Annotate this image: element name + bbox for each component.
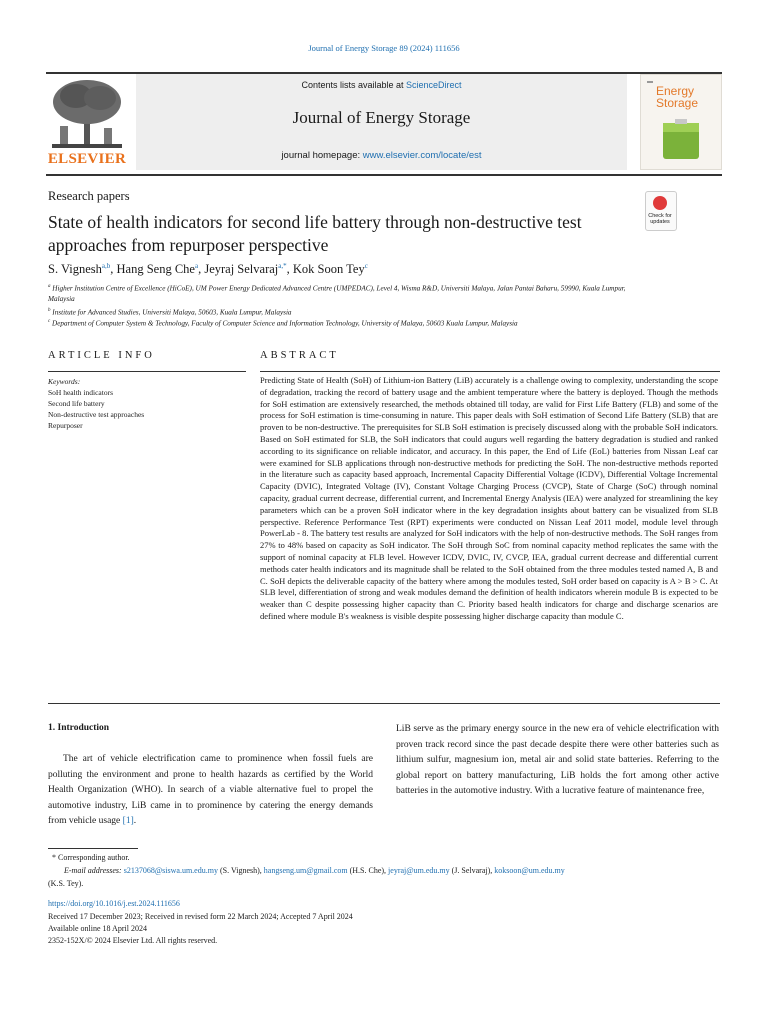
email-link[interactable]: jeyraj@um.edu.my — [388, 866, 450, 875]
keyword-item: SoH health indicators — [48, 388, 113, 397]
journal-homepage-line — [136, 150, 627, 161]
corresponding-author-text: Corresponding author. — [58, 853, 130, 862]
affiliation-c — [48, 316, 668, 329]
affiliation-text: Institute for Advanced Studies, Universiti Malaya, 50603, Kuala Lumpur, Malaysia — [52, 308, 292, 317]
author-name[interactable]: Jeyraj Selvaraj — [204, 262, 279, 277]
author-affiliation-mark[interactable]: c — [364, 262, 368, 270]
check-updates-icon — [653, 196, 667, 210]
author-affiliation-mark[interactable]: a,b — [101, 262, 111, 270]
footnote-rule — [48, 848, 138, 849]
author-affiliation-mark[interactable]: a — [194, 262, 199, 270]
email-owner-tail: (K.S. Tey). — [48, 879, 84, 888]
available-online-date: Available online 18 April 2024 — [48, 924, 147, 933]
email-owner: (J. Selvaraj), — [449, 866, 495, 875]
section-type: Research papers — [48, 189, 130, 203]
copyright-line: 2352-152X/© 2024 Elsevier Ltd. All rights reserved. — [48, 936, 218, 945]
author-list — [48, 262, 368, 277]
keyword-item: Repurposer — [48, 421, 83, 430]
elsevier-wordmark: ELSEVIER — [47, 151, 127, 167]
introduction-heading: 1. Introduction — [48, 723, 110, 733]
abstract-body: Predicting State of Health (SoH) of Lithium-ion Battery (LiB) accurately is a challenge owing to complexity, understanding the scope of degradation, tracking the record of battery usage and the ambient temperature where the battery is deployed. Though the methods for SoH estimation are extensively researched, the methods obtained till today, are valid for First Life Battery (FLB) and some of the process for SoH estimation is time-consuming in nature. This paper deals with SoH estimation of Second Life Battery (SLB) that are proven to be non-destructive. The prerequisites for SLB SoH estimation is precisely discussed along with the probable SoH indicators. Based on SoH estimated for SLB, the SoH indicators that could augurs well regarding the battery degradation is studied and ranked according to its significance on reliable indicator, and accuracy. In this paper, the End of Life (EoL) batteries from Nissan Leaf car were examined for SLB applications through non-destructive methods for predicting the SoH. The non-destructive methods reported in the literature such as capacity based approach, Incremental Capacity Differential Voltage (ICDV), Differential Voltage Incremental Capacity (DVIC), Integrated Voltage (IV), Constant Voltage Charging Process (CVCP), State of Charge (SoC) through nominal capacity, gradual current decrease, differential current, and Incremental Energy Analysis (IEA) were analyzed for streamlining the key parameters which can be a proven SoH indicator where in the key degradation insights about battery can be visualized from SLB perspective. Reference Performance Test (RPT) experiments were conducted on Nissan Leaf 2011 model, module level through PowerLab - 8. The battery test results are analyzed for SoH indicators with the help of non-destructive methods. The SoH ranges from 27% to 48% based on capacity as SoH indicator. The SoH through SoC from nominal capacity method replicates the same with the support of nominal capacity at FLB level. However ICDV, DVIC, IV, CVCP, IEA, gradual current decrease and differential current methods cater health indicators and its magnitude shall be related to the SoH obtained from the three modules tested named A, B and C. SoH depicts the deliverable capacity of the battery where among the modules tested, SoH order based on capacity is A > B > C. At SLB level, differentiation of strong and weak modules demand the definition of health indicators wherein module B is expected to be weaker than C despite possessing higher capacity than C. Priority based health indicators for charge and discharge scenarios are defined where module B's weakness is visible despite possessing higher discharge capacity than module C. — [260, 375, 718, 621]
email-owner: (S. Vignesh), — [217, 866, 264, 875]
journal-reference-link[interactable]: Journal of Energy Storage 89 (2024) 111656 — [308, 43, 460, 53]
affiliation-text: Department of Computer System & Technology, Faculty of Computer Science and Information Technology, University of Malaya, 50603 Kuala Lumpur, Malaysia — [52, 319, 518, 328]
affiliation-mark: a — [48, 284, 51, 289]
tree-logo-icon — [46, 78, 128, 150]
doi-link[interactable]: https://doi.org/10.1016/j.est.2024.111656 — [48, 899, 180, 908]
email-link[interactable]: koksoon@um.edu.my — [494, 866, 565, 875]
email-owner: (H.S. Che), — [347, 866, 389, 875]
author-name[interactable]: S. Vignesh — [48, 262, 102, 277]
email-addresses — [64, 866, 565, 875]
affiliation-a — [48, 281, 648, 305]
homepage-prefix: journal homepage: — [281, 150, 363, 161]
intro-paragraph-end: . — [133, 816, 137, 826]
header-bottom-rule — [46, 174, 722, 176]
author-separator: , — [198, 262, 205, 277]
corresponding-author-note: * Corresponding author. — [52, 853, 130, 862]
check-updates-label: Check for updates — [648, 213, 672, 225]
received-dates: Received 17 December 2023; Received in revised form 22 March 2024; Accepted 7 April 2024 — [48, 912, 353, 921]
paper-title: State of health indicators for second life battery through non-destructive test approaches from repurposer perspective — [48, 212, 582, 255]
cover-title-line2: Storage — [656, 96, 699, 110]
contents-prefix: Contents lists available at — [301, 80, 407, 90]
affiliation-mark: c — [48, 319, 51, 324]
author-separator: , — [110, 262, 117, 277]
homepage-link[interactable]: www.elsevier.com/locate/est — [362, 150, 482, 161]
keyword-item: Second life battery — [48, 399, 105, 408]
keywords-label: Keywords: — [48, 377, 81, 386]
author-name[interactable]: Kok Soon Tey — [292, 262, 365, 277]
affiliation-mark: b — [48, 308, 51, 313]
keyword-item: Non-destructive test approaches — [48, 410, 145, 419]
intro-paragraph: The art of vehicle electrification came to prominence when fossil fuels are polluting the environment and prone to health hazards as certified by the World Health Organization (WHO). In search of a viable alternative fuel to propel the automotive industry, LiB came in to prominence by catering the energy demands from vehicle usage — [48, 754, 373, 826]
email-link[interactable]: s2137068@siswa.um.edu.my — [123, 866, 218, 875]
abstract-bottom-rule — [48, 703, 720, 704]
article-info-heading: ARTICLE INFO — [48, 350, 155, 361]
intro-left-column — [48, 752, 373, 830]
journal-title: Journal of Energy Storage — [292, 108, 471, 127]
sciencedirect-link[interactable]: ScienceDirect — [406, 80, 462, 90]
cover-title-line1: Energy — [656, 84, 695, 98]
author-separator: , — [286, 262, 293, 277]
contents-available-line — [136, 80, 627, 90]
affiliation-text: Higher Institution Centre of Excellence (HiCoE), UM Power Energy Dedicated Advanced Centre (UMPEDAC), Level 4, Wisma R&D, Universiti Malaya, Jalan Pantai Baharu, 59990, Kuala Lumpur, Malaysia — [48, 284, 626, 304]
abstract-rule — [260, 371, 720, 372]
author-name[interactable]: Hang Seng Che — [116, 262, 195, 277]
abstract-heading: ABSTRACT — [260, 350, 339, 361]
email-link[interactable]: hangseng.um@gmail.com — [263, 866, 348, 875]
citation-link[interactable]: [1] — [122, 816, 134, 826]
email-label: E-mail addresses: — [64, 866, 122, 875]
author-affiliation-mark[interactable]: a,* — [278, 262, 287, 270]
article-info-rule — [48, 371, 246, 372]
intro-right-column: LiB serve as the primary energy source in the new era of vehicle electrification with proven track record since the past decade despite there were other batteries such as lithium sulfur, magnesium ion, metal air and solid state batteries. Referring to the global report on battery manufacturing, LiB holds the fort among other active batteries in the automotive industry. With a lucrative feature of maintenance free, — [396, 724, 719, 796]
